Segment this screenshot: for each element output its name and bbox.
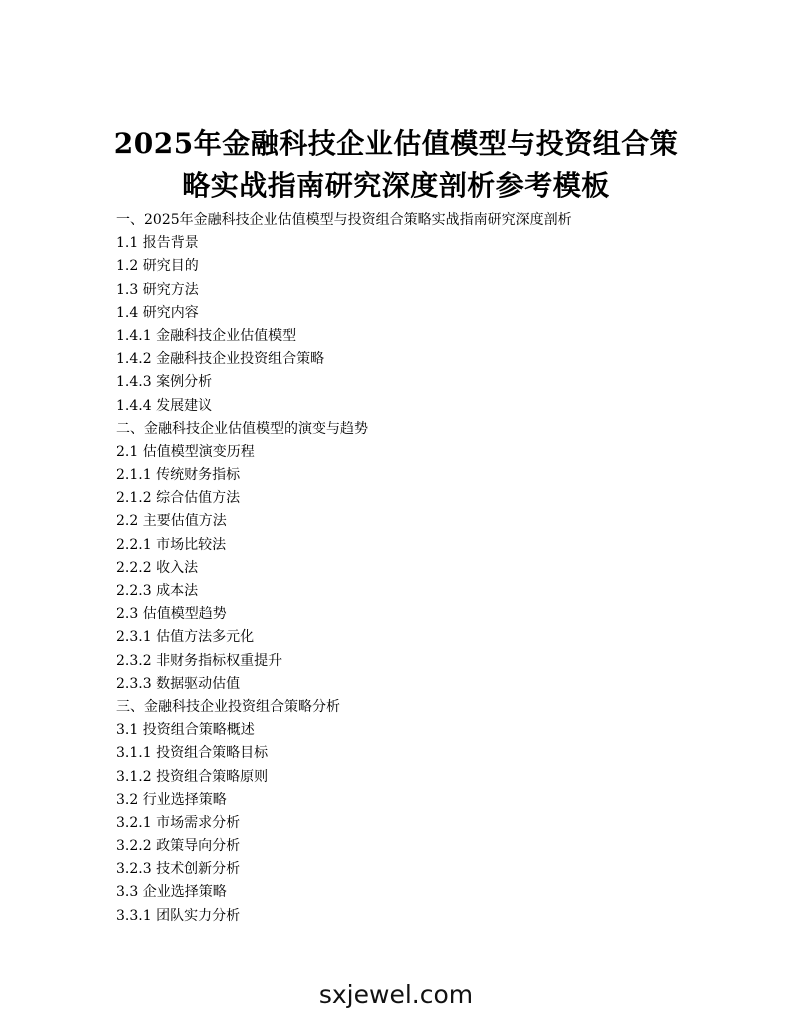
toc-item: 2.1.1 传统财务指标 — [116, 467, 241, 484]
toc-item: 2.3.3 数据驱动估值 — [116, 675, 241, 692]
toc-item: 3.2.1 市场需求分析 — [116, 814, 241, 831]
toc-item: 一、2025年金融科技企业估值模型与投资组合策略实战指南研究深度剖析 — [116, 212, 572, 228]
toc-item: 1.2 研究目的 — [116, 258, 199, 275]
toc-item: 2.3.1 估值方法多元化 — [116, 629, 255, 646]
toc-item: 1.4.1 金融科技企业估值模型 — [116, 327, 297, 344]
toc-item: 1.4.3 案例分析 — [116, 374, 213, 391]
toc-item: 1.4 研究内容 — [116, 304, 199, 321]
toc-item: 1.1 报告背景 — [116, 235, 199, 252]
toc-item: 2.2.2 收入法 — [116, 559, 199, 576]
toc-item: 2.1.2 综合估值方法 — [116, 490, 241, 507]
document-title-line-1: 2025年金融科技企业估值模型与投资组合策 — [113, 127, 679, 160]
toc-item: 二、金融科技企业估值模型的演变与趋势 — [116, 420, 368, 437]
site-watermark: sxjewel.com — [318, 980, 474, 1009]
toc-item: 1.4.2 金融科技企业投资组合策略 — [116, 351, 325, 368]
toc-item: 3.2.3 技术创新分析 — [116, 861, 241, 878]
toc-item: 3.3.1 团队实力分析 — [116, 907, 241, 924]
toc-item: 2.2.1 市场比较法 — [116, 536, 227, 553]
toc-item: 2.2 主要估值方法 — [116, 513, 227, 530]
toc-item: 3.1.1 投资组合策略目标 — [116, 745, 269, 762]
toc-item: 3.3 企业选择策略 — [116, 884, 227, 901]
table-of-contents — [116, 209, 756, 928]
document-title-line-2: 略实战指南研究深度剖析参考模板 — [182, 169, 610, 202]
toc-item: 3.1 投资组合策略概述 — [116, 722, 255, 739]
toc-item: 2.3.2 非财务指标权重提升 — [116, 652, 283, 669]
toc-item: 1.4.4 发展建议 — [116, 397, 213, 414]
toc-item: 3.2 行业选择策略 — [116, 791, 227, 808]
toc-item: 1.3 研究方法 — [116, 281, 199, 298]
toc-item: 3.1.2 投资组合策略原则 — [116, 768, 269, 785]
toc-item: 3.2.2 政策导向分析 — [116, 838, 241, 855]
toc-item: 2.2.3 成本法 — [116, 583, 199, 599]
toc-item: 2.3 估值模型趋势 — [116, 606, 227, 623]
toc-item: 三、金融科技企业投资组合策略分析 — [116, 698, 340, 715]
toc-item: 2.1 估值模型演变历程 — [116, 443, 255, 460]
